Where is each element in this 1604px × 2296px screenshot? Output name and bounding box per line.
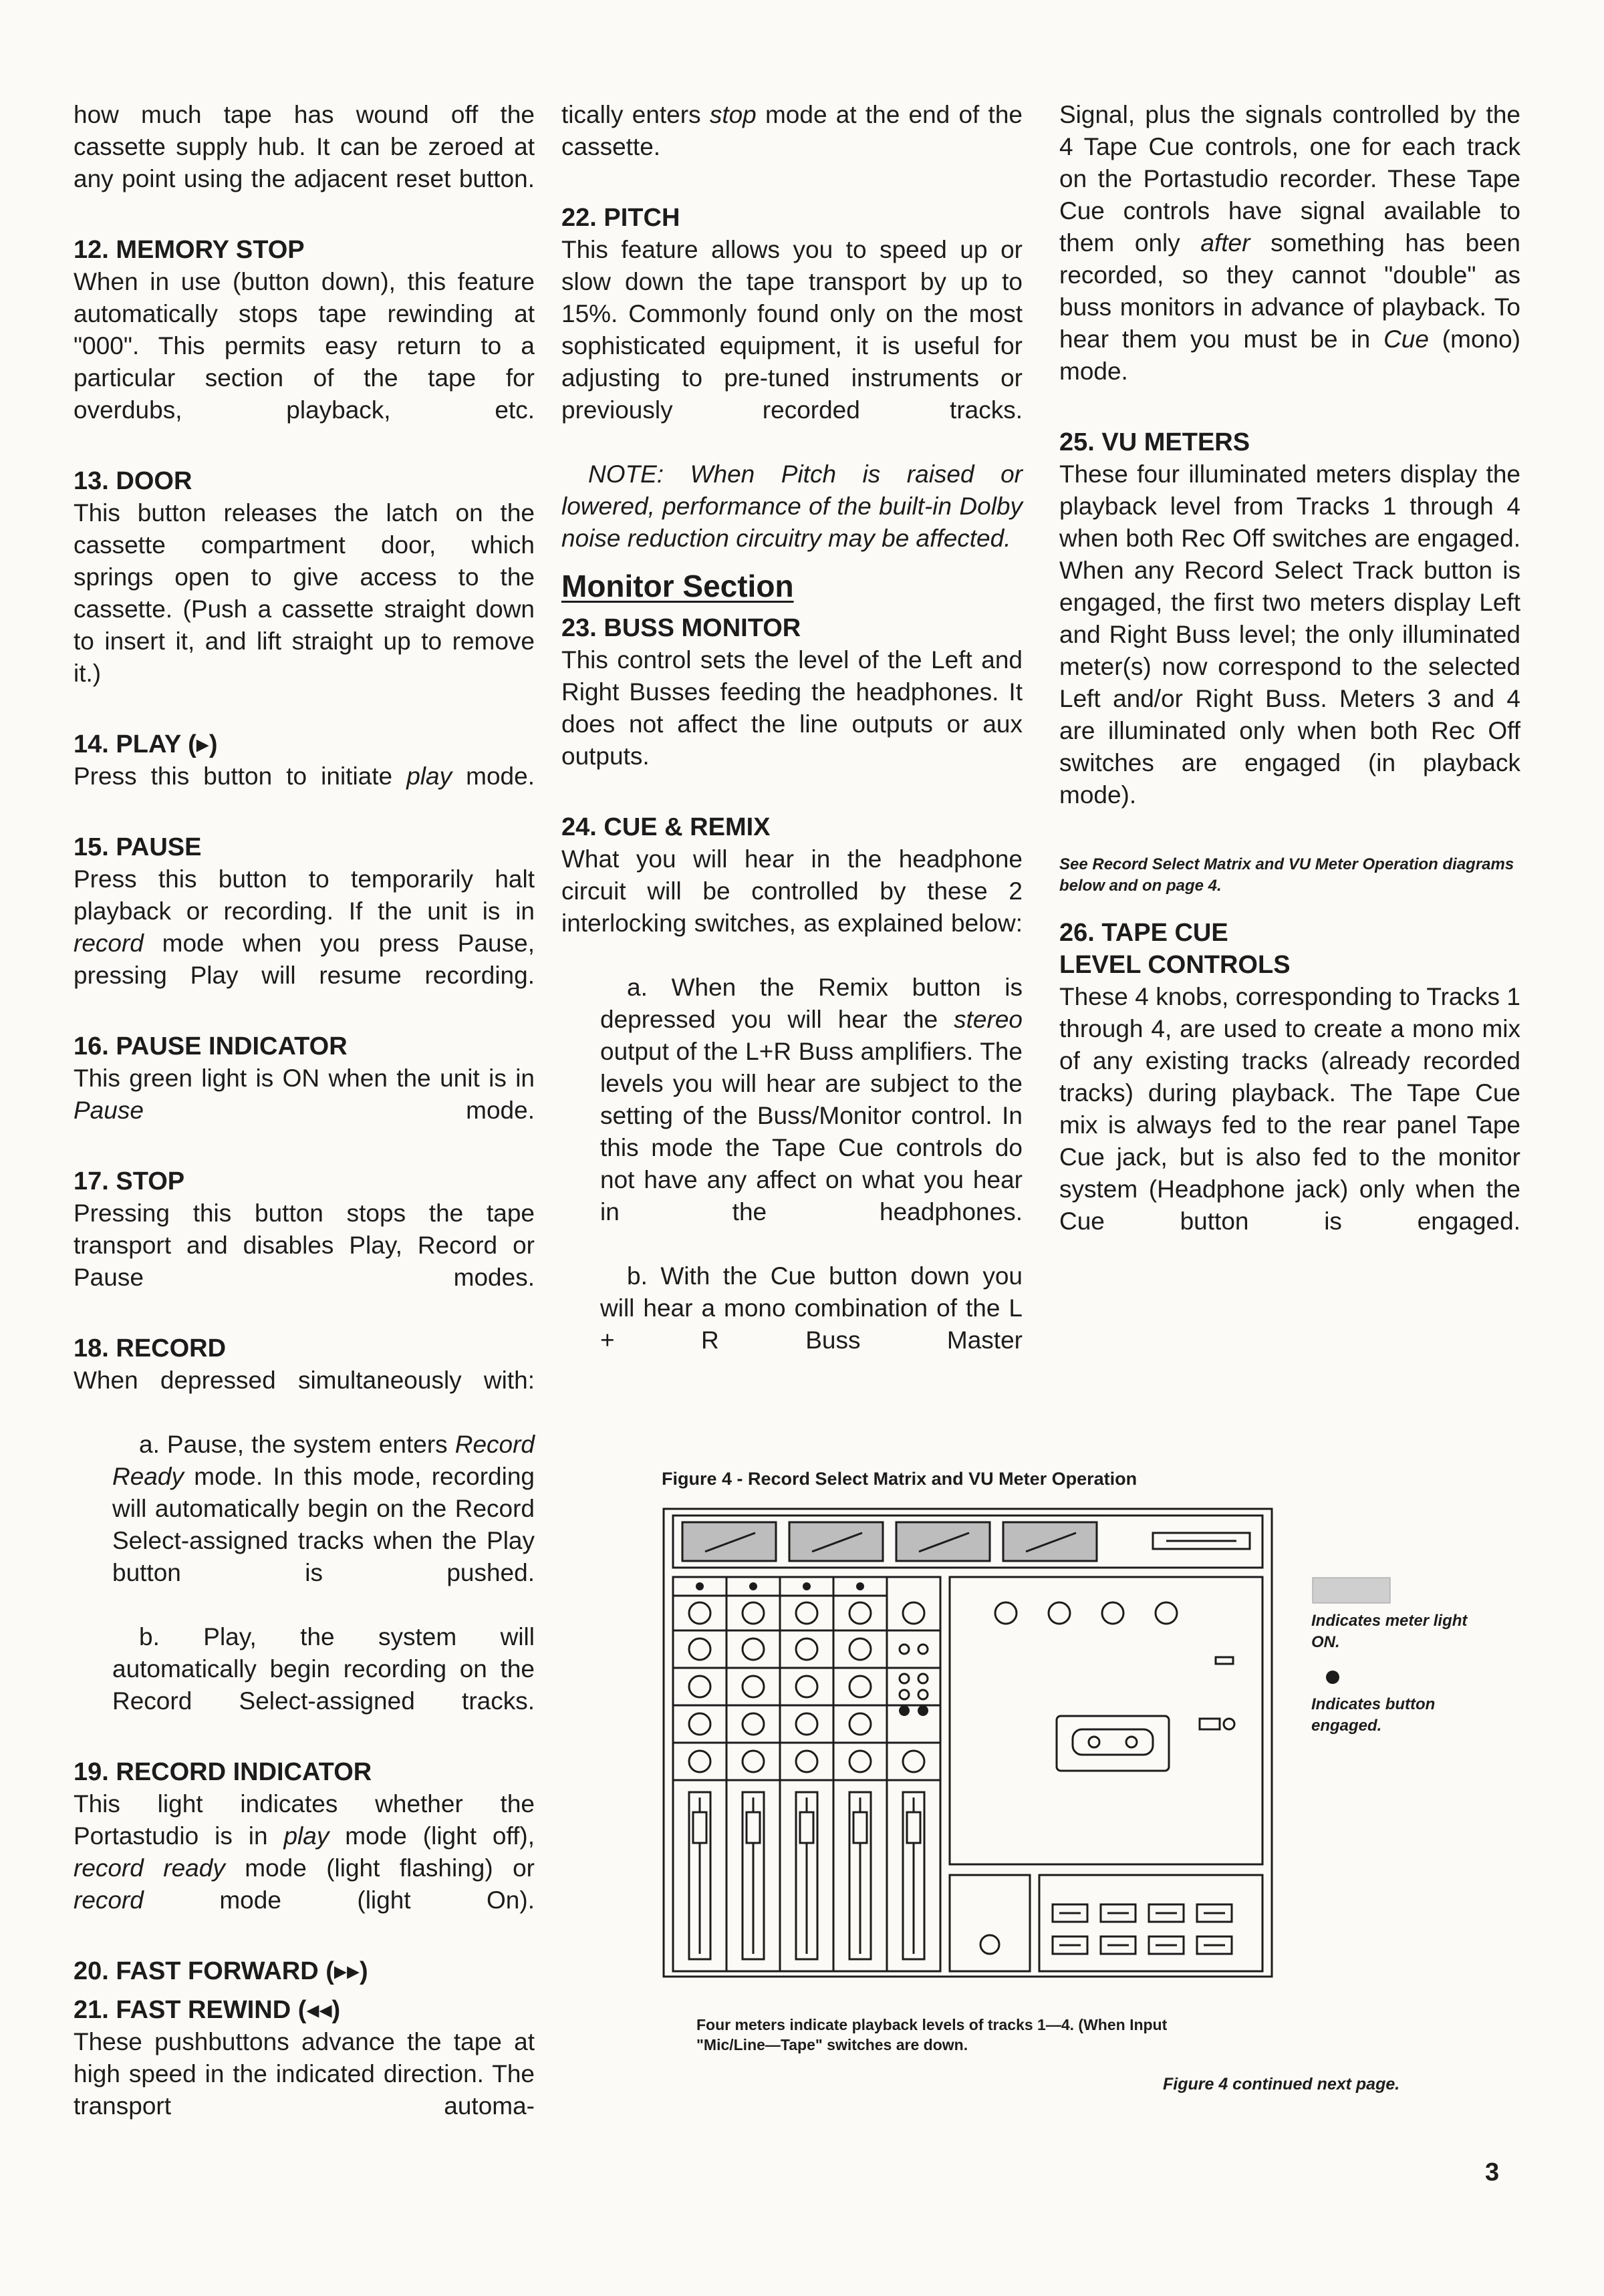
portastudio-diagram <box>658 1503 1280 2008</box>
paragraph-24b: b. With the Cue button down you will hear a mono combination of the L + R Buss Master <box>600 1262 1023 1354</box>
section-title-monitor: Monitor Section <box>561 569 794 603</box>
paragraph-17: Pressing this button stops the tape transport and disables Play, Record or Pause modes. <box>74 1199 535 1291</box>
paragraph-16: This green light is ON when the unit is in Pause mode. <box>74 1064 535 1124</box>
button-engaged-dot <box>1325 1664 1351 1691</box>
paragraph-intro: tically enters stop mode at the end of the cassette. <box>561 101 1023 160</box>
heading-26-tape-cue: 26. TAPE CUE <box>1059 919 1228 947</box>
heading-14-play: 14. PLAY (▸) <box>74 730 218 758</box>
heading-25-vu-meters: 25. VU METERS <box>1059 428 1250 456</box>
track-knobs <box>689 1602 928 1772</box>
heading-19-record-indicator: 19. RECORD INDICATOR <box>74 1758 372 1786</box>
paragraph-18: When depressed simultaneously with: <box>74 1367 535 1394</box>
heading-15-pause: 15. PAUSE <box>74 833 202 861</box>
column-3 <box>1059 99 1520 1270</box>
paragraph-22: This feature allows you to speed up or slow down the tape transport by up to 15%. Commonly found only on the most sophisticated equipment, it is useful for adjusting to pre-tuned instruments or previously recorded tracks. <box>561 236 1023 424</box>
heading-21-fast-rewind: 21. FAST REWIND (◂◂) <box>74 1996 341 2024</box>
paragraph-26: These 4 knobs, corresponding to Tracks 1 through 4, are used to create a mono mix of any existing tracks (already recorded tracks) during playback. The Tape Cue mix is always fed to the rear panel Tape Cue jack, but is also fed to the monitor system (Headphone jack) only when the Cue button is engaged. <box>1059 983 1520 1235</box>
paragraph-14: Press this button to initiate play mode. <box>74 762 535 790</box>
heading-23-buss-monitor: 23. BUSS MONITOR <box>561 614 801 642</box>
note-25: See Record Select Matrix and VU Meter Operation diagrams below and on page 4. <box>1059 855 1514 895</box>
figure-legend <box>1311 1574 1485 1737</box>
paragraph-18b: b. Play, the system will automatically begin recording on the Record Select-assigned tracks. <box>112 1623 535 1715</box>
column-2 <box>561 99 1023 1389</box>
heading-13-door: 13. DOOR <box>74 467 192 495</box>
figure-title: Figure 4 - Record Select Matrix and VU Meter Operation <box>662 1469 1138 1489</box>
heading-20-fast-forward: 20. FAST FORWARD (▸▸) <box>74 1957 368 1985</box>
paragraph-13: This button releases the latch on the cassette compartment door, which springs open to give access to the cassette. (Push a cassette straight down to insert it, and lift straight up to remove it.) <box>74 499 535 687</box>
paragraph-15: Press this button to temporarily halt playback or recording. If the unit is in record mode when you press Pause, pressing Play will resume recording. <box>74 865 535 989</box>
paragraph-21: These pushbuttons advance the tape at high speed in the indicated direction. The transport automa- <box>74 2028 535 2120</box>
heading-26-level-controls: LEVEL CONTROLS <box>1059 951 1291 979</box>
page-number: 3 <box>1485 2158 1500 2186</box>
paragraph-25: These four illuminated meters display the playback level from Tracks 1 through 4 when both Rec Off switches are engaged. When any Record Select Track button is engaged, the first two meters display Left and Right Buss level; the only illuminated meter(s) now correspond to the selected Left and/or Right Buss. Meters 3 and 4 are illuminated only when both Rec Off switches are engaged (in playback mode). <box>1059 460 1520 809</box>
legend-button-text: Indicates button engaged. <box>1311 1695 1436 1735</box>
note-22: NOTE: When Pitch is raised or lowered, performance of the built-in Dolby noise reduction circuitry may be affected. <box>561 460 1023 552</box>
paragraph-23: This control sets the level of the Left and Right Busses feeding the headphones. It does not affect the line outputs or aux outputs. <box>561 646 1023 770</box>
channel-faders <box>689 1792 924 1959</box>
column-1 <box>74 99 535 2154</box>
heading-18-record: 18. RECORD <box>74 1334 227 1362</box>
meter-light-swatch <box>1311 1574 1391 1607</box>
heading-17-stop: 17. STOP <box>74 1167 185 1195</box>
heading-22-pitch: 22. PITCH <box>561 204 680 232</box>
legend-meter-text: Indicates meter light ON. <box>1311 1612 1468 1651</box>
paragraph-12: When in use (button down), this feature automatically stops tape rewinding at "000". This permits easy return to a particular section of the tape for overdubs, playback, etc. <box>74 268 535 424</box>
paragraph-19: This light indicates whether the Portastudio is in play mode (light off), record ready mode (light flashing) or record mode (light On). <box>74 1790 535 1914</box>
paragraph-24: What you will hear in the headphone circuit will be controlled by these 2 interlocking switches, as explained below: <box>561 845 1023 937</box>
heading-16-pause-indicator: 16. PAUSE INDICATOR <box>74 1032 348 1060</box>
paragraph-18a: a. Pause, the system enters Record Ready mode. In this mode, recording will automatically begin on the Record Select-assigned tracks when the Play button is pushed. <box>112 1431 535 1586</box>
figure-continued-note: Figure 4 continued next page. <box>1163 2075 1400 2094</box>
paragraph-24a: a. When the Remix button is depressed you will hear the stereo output of the L+R Buss amplifiers. The levels you will hear are subject to the setting of the Buss/Monitor control. In this mode the Tape Cue controls do not have any affect on what you hear in the headphones. <box>600 974 1023 1226</box>
heading-24-cue-remix: 24. CUE & REMIX <box>561 813 771 841</box>
figure-caption: Four meters indicate playback levels of tracks 1—4. (When Input "Mic/Line—Tape" switches are down. <box>696 2016 1168 2053</box>
heading-12-memory-stop: 12. MEMORY STOP <box>74 236 305 264</box>
paragraph-intro: how much tape has wound off the cassette supply hub. It can be zeroed at any point using the adjacent reset button. <box>74 101 535 192</box>
paragraph-intro: Signal, plus the signals controlled by the 4 Tape Cue controls, one for each track on the Portastudio recorder. These Tape Cue controls have signal available to them only after something has been recorded, so they cannot "double" as buss monitors in advance of playback. To hear them you must be in Cue (mono) mode. <box>1059 101 1520 385</box>
vu-meters <box>682 1522 1097 1561</box>
